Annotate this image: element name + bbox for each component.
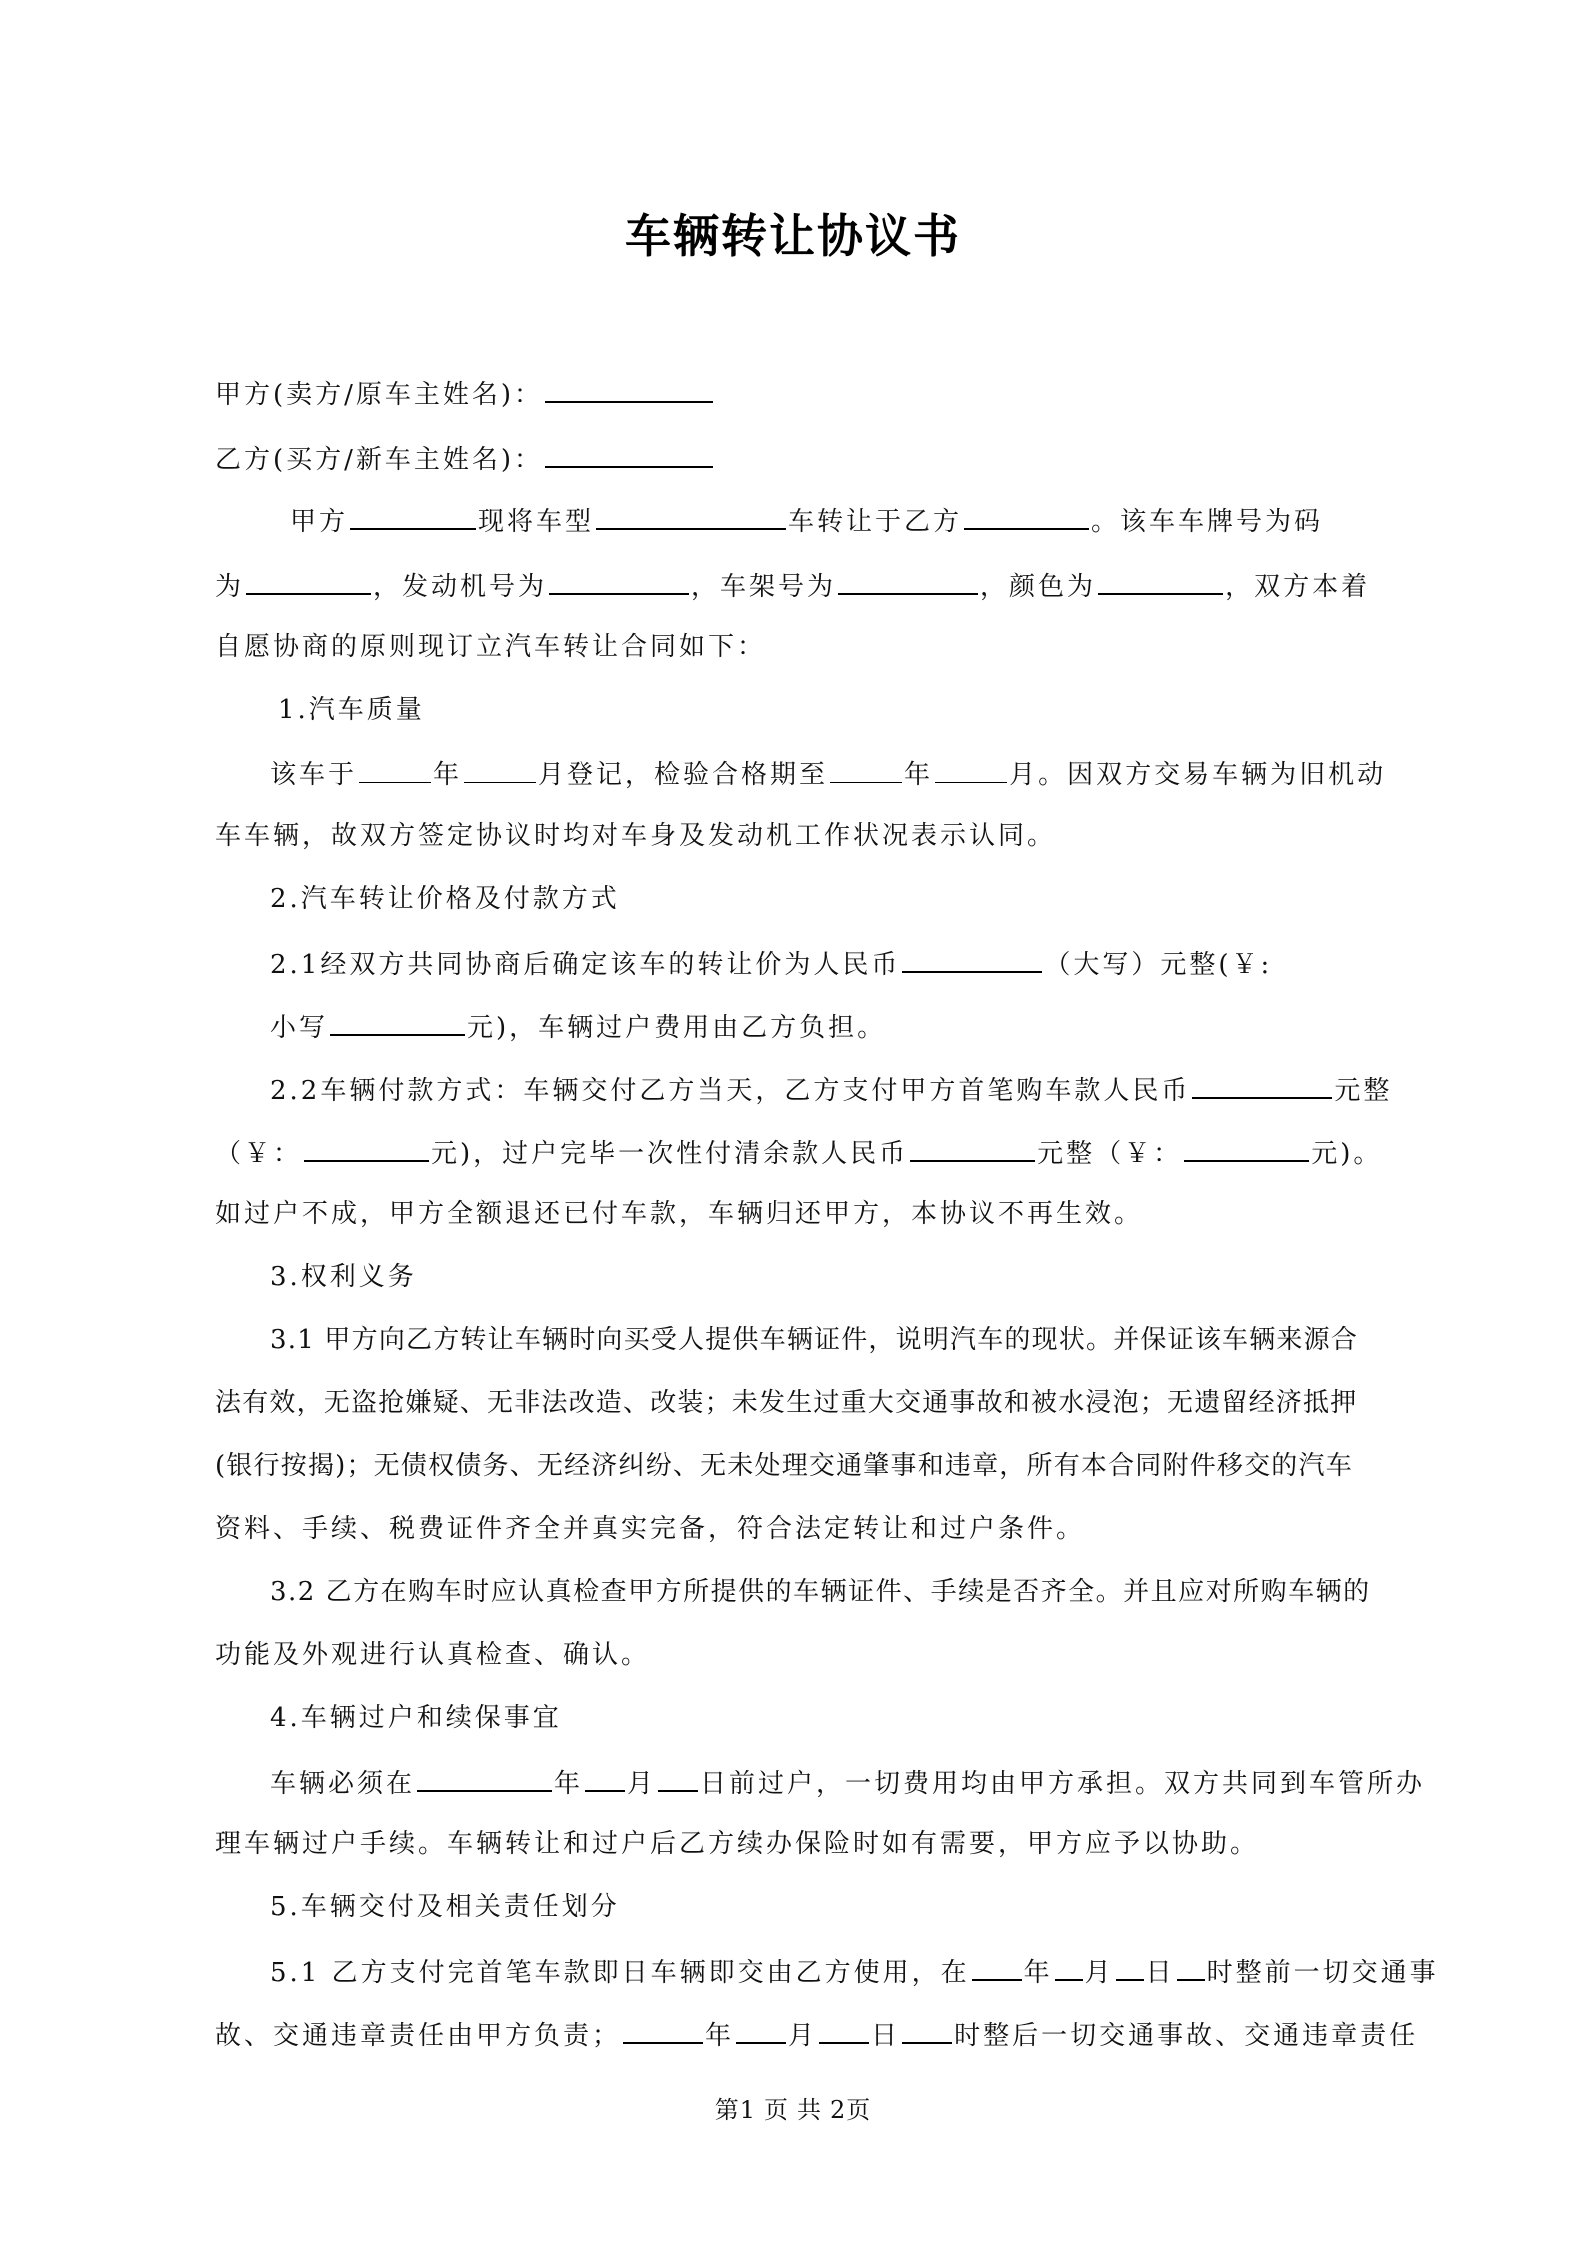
section-4-line-2: 理车辆过户手续。车辆转让和过户后乙方续办保险时如有需要，甲方应予以协助。 [215, 1829, 1260, 1859]
section-text: 5.1 乙方支付完首笔车款即日车辆即交由乙方使用，在 [270, 1958, 970, 1988]
section-text: 元)，过户完毕一次性付清余款人民币 [431, 1139, 909, 1169]
register-month-blank [464, 756, 536, 783]
seller-name-blank [350, 502, 476, 530]
section-text: 时整后一切交通事故、交通违章责任 [954, 2021, 1419, 2051]
section-3-2-line-2: 功能及外观进行认真检查、确认。 [215, 1640, 651, 1670]
section-text: 元整（￥： [1037, 1139, 1183, 1169]
section-3-1-line-3: (银行按揭)；无债权债务、无经济纠纷、无未处理交通肇事和违章，所有本合同附件移交的汽车 [215, 1451, 1353, 1481]
section-text: （￥： [215, 1139, 303, 1169]
first-payment-blank [1192, 1071, 1332, 1099]
section-5-1-line-1 [270, 1953, 1439, 1990]
page-footer [0, 2090, 1586, 2125]
section-2-heading: 2.汽车转让价格及付款方式 [270, 884, 620, 914]
section-text: 年 [1023, 1958, 1053, 1988]
section-3-2-line-1: 3.2 乙方在购车时应认真检查甲方所提供的车辆证件、手续是否齐全。并且应对所购车辆的 [270, 1577, 1371, 1607]
page-number-current: 第1 [714, 2096, 756, 2124]
delivery-day-blank [1116, 1953, 1144, 1981]
buyer-name-blank [964, 502, 1089, 530]
section-3-1-line-1: 3.1 甲方向乙方转让车辆时向买受人提供车辆证件，说明汽车的现状。并保证该车辆来源合 [270, 1325, 1359, 1355]
section-text: 2.1经双方共同协商后确定该车的转让价为人民币 [270, 950, 901, 980]
color-blank [1098, 567, 1223, 595]
section-2-1-line-1 [270, 945, 1430, 982]
party-a-line [215, 375, 1375, 412]
page-number-total-prefix: 共 [797, 2096, 822, 2124]
section-3-heading: 3.权利义务 [270, 1262, 417, 1292]
intro-line-1 [290, 502, 1450, 539]
section-text: 日前过户，一切费用均由甲方承担。双方共同到车管所办 [700, 1769, 1426, 1799]
section-4-line-1 [270, 1764, 1430, 1801]
section-text: 元)。 [1311, 1139, 1383, 1169]
section-text: 元整 [1334, 1076, 1393, 1106]
intro-line-2 [215, 567, 1375, 604]
page-number-unit: 页 [764, 2096, 789, 2124]
section-text: （大写）元整(￥: [1044, 950, 1273, 980]
delivery-month-blank [1055, 1953, 1083, 1981]
party-b-label: 乙方(买方/新车主姓名)： [215, 445, 544, 475]
section-1-heading: 1.汽车质量 [278, 695, 425, 725]
intro-text: ，双方本着 [1225, 572, 1371, 602]
section-text: 年 [554, 1769, 584, 1799]
section-text: 日 [1145, 1958, 1175, 1988]
intro-text: 车转让于乙方 [788, 507, 963, 537]
section-5-1-line-2 [215, 2016, 1419, 2053]
intro-line-3: 自愿协商的原则现订立汽车转让合同如下： [215, 632, 767, 662]
section-text: 车辆必须在 [270, 1769, 416, 1799]
transfer-month-blank [585, 1764, 625, 1792]
section-text: 月登记，检验合格期至 [538, 760, 829, 790]
after-day-blank [819, 2016, 869, 2044]
price-lowercase-blank [330, 1008, 465, 1036]
section-text: 月 [1084, 1958, 1114, 1988]
party-b-line [215, 440, 1375, 477]
register-year-blank [359, 756, 431, 783]
intro-text: 。该车车牌号为码 [1091, 507, 1324, 537]
section-text: 年 [904, 760, 934, 790]
section-text: 元)，车辆过户费用由乙方负担。 [467, 1013, 887, 1043]
balance-lowercase-blank [1184, 1134, 1309, 1162]
section-text: 故、交通违章责任由甲方负责； [215, 2021, 622, 2051]
frame-number-blank [838, 567, 978, 595]
section-text: 时整前一切交通事 [1206, 1958, 1439, 1988]
intro-text: 甲方 [290, 507, 349, 537]
intro-text: 现将车型 [478, 507, 595, 537]
inspection-month-blank [935, 756, 1007, 783]
party-b-blank [545, 440, 713, 468]
party-a-blank [545, 375, 713, 403]
after-year-blank [623, 2016, 703, 2044]
section-text: 2.2车辆付款方式：车辆交付乙方当天，乙方支付甲方首笔购车款人民币 [270, 1076, 1191, 1106]
section-1-line-1 [270, 756, 1430, 792]
section-2-1-line-2 [270, 1008, 1430, 1045]
section-4-heading: 4.车辆过户和续保事宜 [270, 1703, 562, 1733]
engine-number-blank [549, 567, 689, 595]
balance-blank [910, 1134, 1035, 1162]
inspection-year-blank [830, 756, 902, 783]
section-1-line-2: 车车辆，故双方签定协议时均对车身及发动机工作状况表示认同。 [215, 821, 1057, 851]
intro-text: ，发动机号为 [373, 572, 548, 602]
delivery-hour-blank [1177, 1953, 1205, 1981]
intro-text: ，车架号为 [691, 572, 837, 602]
section-text: 月 [788, 2021, 818, 2051]
after-month-blank [736, 2016, 786, 2044]
section-3-1-line-2: 法有效，无盗抢嫌疑、无非法改造、改装；未发生过重大交通事故和被水浸泡；无遗留经济抵押 [215, 1388, 1358, 1418]
section-2-2-line-2 [215, 1134, 1383, 1171]
section-text: 月 [627, 1769, 657, 1799]
plate-number-blank [246, 567, 371, 595]
intro-text: ，颜色为 [980, 572, 1097, 602]
party-a-label: 甲方(卖方/原车主姓名)： [215, 380, 544, 410]
section-text: 月。因双方交易车辆为旧机动 [1009, 760, 1387, 790]
car-model-blank [596, 502, 786, 530]
section-text: 年 [433, 760, 463, 790]
section-text: 该车于 [270, 760, 358, 790]
section-text: 小写 [270, 1013, 329, 1043]
delivery-year-blank [972, 1953, 1022, 1981]
section-2-2-line-3: 如过户不成，甲方全额退还已付车款，车辆归还甲方，本协议不再生效。 [215, 1199, 1144, 1229]
after-hour-blank [902, 2016, 952, 2044]
transfer-year-blank [417, 1764, 552, 1792]
intro-text: 为 [215, 572, 245, 602]
price-uppercase-blank [902, 945, 1042, 973]
section-text: 日 [871, 2021, 901, 2051]
page-number-total: 2页 [830, 2096, 872, 2124]
section-text: 年 [705, 2021, 735, 2051]
document-title: 车辆转让协议书 [625, 209, 961, 263]
section-3-1-line-4: 资料、手续、税费证件齐全并真实完备，符合法定转让和过户条件。 [215, 1514, 1086, 1544]
transfer-day-blank [658, 1764, 698, 1792]
first-payment-lowercase-blank [304, 1134, 429, 1162]
section-2-2-line-1 [270, 1071, 1430, 1108]
section-5-heading: 5.车辆交付及相关责任划分 [270, 1892, 620, 1922]
